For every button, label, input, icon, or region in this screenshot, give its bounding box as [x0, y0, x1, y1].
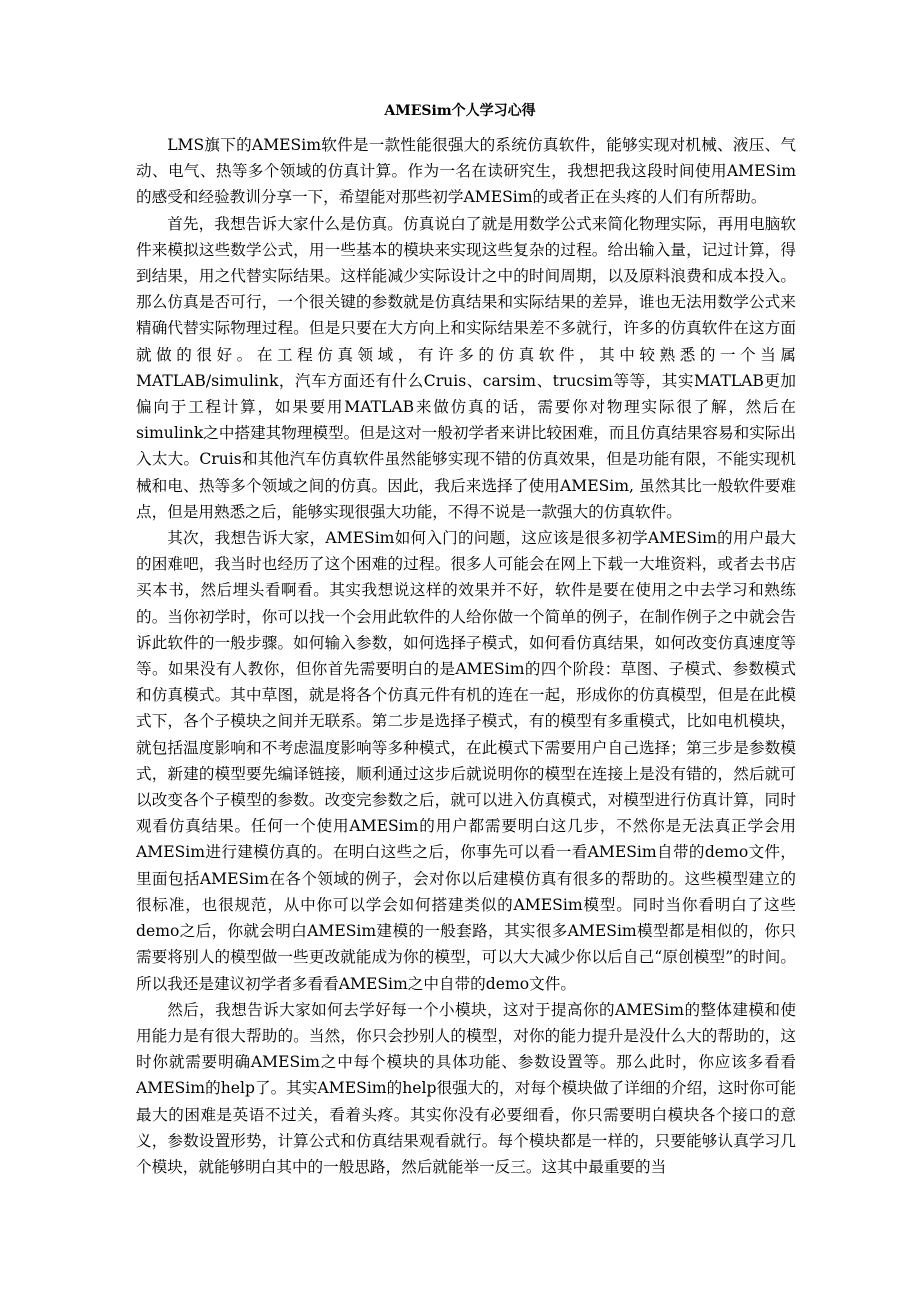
paragraph-intro: LMS旗下的AMESim软件是一款性能很强大的系统仿真软件，能够实现对机械、液压、气动、电气、热等多个领域的仿真计算。作为一名在读研究生，我想把我这段时间使用AMESim的感受和经验教训分享一下，希望能对那些初学AMESim的或者正在头疼的人们有所帮助。 — [136, 136, 796, 207]
document-body — [136, 132, 796, 1180]
paragraph-getting-started: 其次，我想告诉大家，AMESim如何入门的问题，这应该是很多初学AMESim的用户最大的困难吧，我当时也经历了这个困难的过程。很多人可能会在网上下载一大堆资料，或者去书店买本书，然后埋头看啊看。其实我想说这样的效果并不好，软件是要在使用之中去学习和熟练的。当你初学时，你可以找一个会用此软件的人给你做一个简单的例子，在制作例子之中就会告诉此软件的一般步骤。如何输入参数，如何选择子模式，如何看仿真结果，如何改变仿真速度等等。如果没有人教你，但你首先需要明白的是AMESim的四个阶段：草图、子模式、参数模式和仿真模式。其中草图，就是将各个仿真元件有机的连在一起，形成你的仿真模型，但是在此模式下，各个子模块之间并无联系。第二步是选择子模式，有的模型有多重模式，比如电机模块，就包括温度影响和不考虑温度影响等多种模式，在此模式下需要用户自己选择；第三步是参数模式，新建的模型要先编译链接，顺利通过这步后就说明你的模型在连接上是没有错的，然后就可以改变各个子模型的参数。改变完参数之后，就可以进入仿真模式，对模型进行仿真计算，同时观看仿真结果。任何一个使用AMESim的用户都需要明白这几步，不然你是无法真正学会用AMESim进行建模仿真的。在明白这些之后，你事先可以看一看AMESim自带的demo文件，里面包括AMESim在各个领域的例子，会对你以后建模仿真有很多的帮助的。这些模型建立的很标准，也很规范，从中你可以学会如何搭建类似的AMESim模型。同时当你看明白了这些demo之后，你就会明白AMESim建模的一般套路，其实很多AMESim模型都是相似的，你只需要将别人的模型做一些更改就能成为你的模型，可以大大减少你以后自己“原创模型”的时间。所以我还是建议初学者多看看AMESim之中自带的demo文件。 — [136, 529, 796, 993]
paragraph-learning-modules: 然后，我想告诉大家如何去学好每一个小模块，这对于提高你的AMESim的整体建模和使用能力是有很大帮助的。当然，你只会抄别人的模型，对你的能力提升是没什么大的帮助的，这时你就需要明确AMESim之中每个模块的具体功能、参数设置等。那么此时，你应该多看看AMESim的help了。其实AMESim的help很强大的，对每个模块做了详细的介绍，这时你可能最大的困难是英语不过关，看着头疼。其实你没有必要细看，你只需要明白模块各个接口的意义，参数设置形势，计算公式和仿真结果观看就行。每个模块都是一样的，只要能够认真学习几个模块，就能够明白其中的一般思路，然后就能举一反三。这其中最重要的当 — [136, 1000, 796, 1176]
document-title: AMESim个人学习心得 — [384, 103, 536, 119]
paragraph-what-is-simulation: 首先，我想告诉大家什么是仿真。仿真说白了就是用数学公式来简化物理实际，再用电脑软件来模拟这些数学公式，用一些基本的模块来实现这些复杂的过程。给出输入量，记过计算，得到结果，用之代替实际结果。这样能减少实际设计之中的时间周期，以及原料浪费和成本投入。那么仿真是否可行，一个很关键的参数就是仿真结果和实际结果的差异，谁也无法用数学公式来精确代替实际物理过程。但是只要在大方向上和实际结果差不多就行，许多的仿真软件在这方面就做的很好。在工程仿真领域，有许多的仿真软件，其中较熟悉的一个当属MATLAB/simulink，汽车方面还有什么Cruis、carsim、trucsim等等，其实MATLAB更加偏向于工程计算，如果要用MATLAB来做仿真的话，需要你对物理实际很了解，然后在simulink之中搭建其物理模型。但是这对一般初学者来讲比较困难，而且仿真结果容易和实际出入太大。Cruis和其他汽车仿真软件虽然能够实现不错的仿真效果，但是功能有限，不能实现机械和电、热等多个领域之间的仿真。因此，我后来选择了使用AMESim, 虽然其比一般软件要难点，但是用熟悉之后，能够实现很强大功能，不得不说是一款强大的仿真软件。 — [136, 214, 796, 521]
